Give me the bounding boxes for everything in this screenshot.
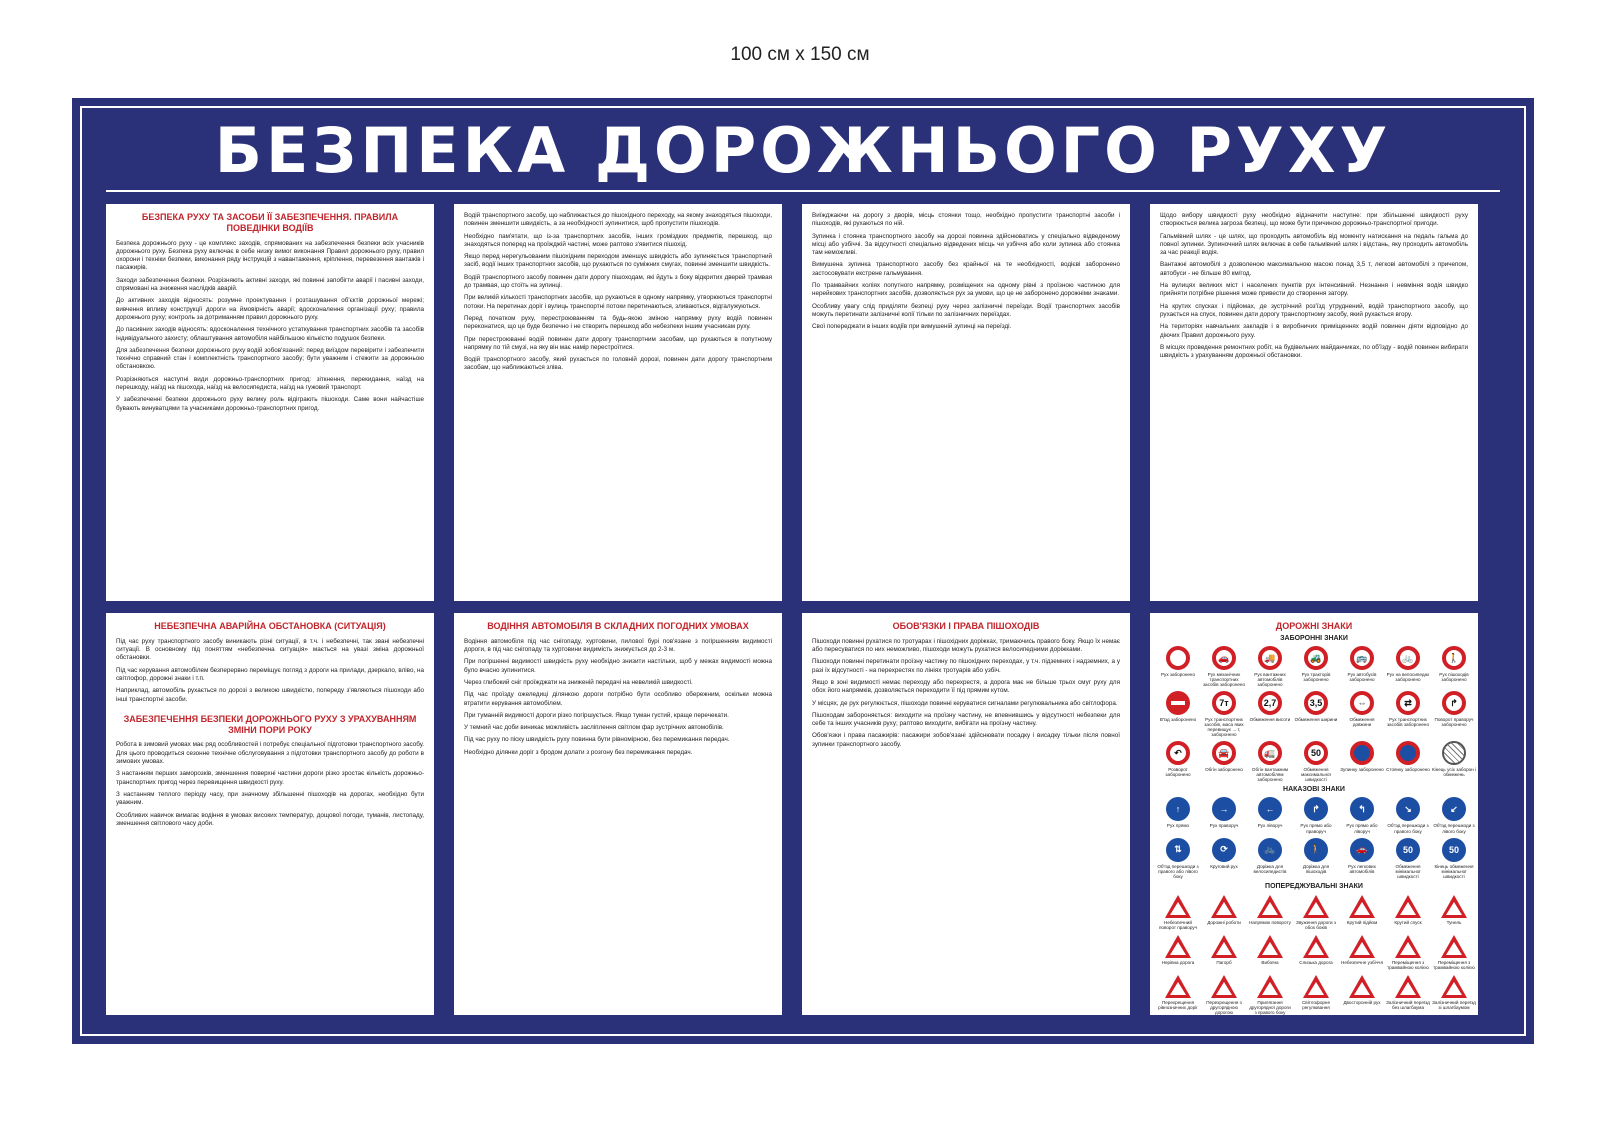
- sign-label: Рух заборонено: [1160, 672, 1196, 677]
- road-sign: [1156, 894, 1200, 930]
- sign-label: Переміщення з трамвайною колією: [1387, 959, 1429, 970]
- sign-label: Переміщення з трамвайною колією: [1433, 959, 1475, 970]
- panel-paragraph: При перестроюванні водій повинен дати дорогу транспортним засобам, що рухаються в попутному напрямку по тій смузі, на яку він має намір перестроїтися.: [464, 335, 772, 351]
- warn-sign-icon: [1395, 934, 1421, 958]
- board: [72, 98, 1534, 1044]
- sign-label: Світлофорне регулювання: [1301, 999, 1331, 1010]
- prohib-sign-icon: 🚌: [1350, 646, 1374, 670]
- road-sign: [1248, 691, 1292, 737]
- sign-label: Крутий підйом: [1346, 919, 1378, 925]
- road-sign: [1156, 741, 1200, 782]
- road-sign: [1294, 838, 1338, 879]
- board-title: БЕЗПЕКА ДОРОЖНЬОГО РУХУ: [214, 114, 1392, 187]
- panel-paragraph: Водій транспортного засобу, що наближається до пішохідного переходу, на якому знаходяться пішоходи, повинен зменшити швидкість, а за необхідності зупинитися, щоб пропустити пішоходів.: [464, 212, 772, 228]
- info-panel-4: [1150, 204, 1478, 601]
- warn-sign-icon: [1349, 934, 1375, 958]
- road-sign: [1248, 838, 1292, 879]
- sign-label: Кінець усіх заборон і обмежень: [1432, 767, 1477, 778]
- road-sign: [1386, 797, 1430, 833]
- mand-sign-icon: 🚲: [1258, 838, 1282, 862]
- prohib-sign-icon: ↶: [1166, 741, 1190, 765]
- road-sign: [1386, 646, 1430, 687]
- sign-label: Слизька дорога: [1299, 959, 1333, 965]
- warn-sign-icon: [1165, 894, 1191, 918]
- prohib-sign-icon: 3,5: [1304, 691, 1328, 715]
- warn-sign-icon: [1211, 974, 1237, 998]
- mand-sign-icon: →: [1212, 797, 1236, 821]
- prohib-sign-icon: 🚗: [1212, 646, 1236, 670]
- panel-title: ВОДІННЯ АВТОМОБІЛЯ В СКЛАДНИХ ПОГОДНИХ УМОВАХ: [487, 621, 749, 631]
- panel-paragraph: Під час руху транспортного засобу виникають різні ситуації, в т.ч. і небезпечні, так звані небезпечні ситуації. В основному під поняттям «небезпечна ситуація» мається на увазі зміна дорожньої обстановки.: [116, 637, 424, 662]
- panel-paragraph: Гальмівний шлях - це шлях, що проходить автомобіль від моменту натискання на педаль гальма до повної зупинки. Зупиночний шлях включає в себе гальмівний шлях і відстань, яку проходить автомобіль за час реакції водія.: [1160, 232, 1468, 257]
- sign-grid: [1156, 797, 1475, 879]
- sign-section-title: ПОПЕРЕДЖУВАЛЬНІ ЗНАКИ: [1265, 882, 1363, 890]
- panel-paragraph: В місцях проведення ремонтних робіт, на будівельних майданчиках, по об'їзду - водій повинен вибирати швидкість з урахуванням дорожньої обстановки.: [1160, 343, 1468, 360]
- panel-paragraph: Якщо в зоні видимості немає переходу або перехрестя, а дорога має не більше трьох смуг руху для обох його напрямків, дозволяється переходити її під прямим кутом.: [812, 678, 1120, 695]
- sign-label: Небезпечне узбіччя: [1341, 959, 1383, 965]
- panel-paragraph: Щодо вибору швидкості руху необхідно відзначити наступне: при збільшенні швидкості руху створюється велика загроза безпеці, що може бути причиною дорожньо-транспортної пригоди.: [1160, 212, 1468, 228]
- sign-label: Об'їзд перешкоди з лівого боку: [1433, 823, 1475, 834]
- road-sign: [1294, 741, 1338, 782]
- road-sign: [1156, 646, 1200, 687]
- mand-sign-icon: ←: [1258, 797, 1282, 821]
- prohib-sign-icon: 🚜: [1304, 646, 1328, 670]
- mand-sign-icon: ⇅: [1166, 838, 1190, 862]
- info-panel-7: [802, 613, 1130, 1015]
- road-sign: [1432, 741, 1476, 782]
- road-sign: [1432, 691, 1476, 737]
- sign-label: Рух вантажних автомобілів заборонено: [1254, 672, 1286, 688]
- panel-paragraph: Пішоходи повинні перетинати проїзну частину по пішохідних переходах, у т.ч. підземних і надземних, а у разі їх відсутності - на перехрестях по лініях тротуарів або узбіч.: [812, 658, 1120, 674]
- road-sign: [1202, 691, 1246, 737]
- warn-sign-icon: [1211, 894, 1237, 918]
- road-sign: [1202, 974, 1246, 1015]
- sign-label: Зупинку заборонено: [1340, 767, 1384, 773]
- sign-label: Рух транспортних засобів заборонено: [1386, 717, 1430, 728]
- road-sign: [1248, 974, 1292, 1015]
- info-panel-2: [454, 204, 782, 601]
- road-sign: [1386, 934, 1430, 970]
- sign-label: Обмеження мінімальної швидкості: [1395, 863, 1421, 879]
- panel-paragraph: Безпека дорожнього руху - це комплекс заходів, спрямованих на забезпечення безпеки всіх учасників дорожнього руху. Безпека руху включає в себе низку вимог виконання Правил дорожнього руху, правил охорони і техніки безпеки, виконання ряду інструкцій з навантаження, кріплення, перевезення вантажів і пасажирів.: [116, 239, 424, 272]
- road-sign: [1340, 646, 1384, 687]
- road-sign: [1156, 797, 1200, 833]
- panel-paragraph: Вимушена зупинка транспортного засобу без крайньої на те необхідності, водієві заборонено застосовувати екстрене гальмування.: [812, 261, 1120, 277]
- warn-sign-icon: [1349, 894, 1375, 918]
- sign-label: Залізничний переїзд зі шлагбаумом: [1432, 999, 1476, 1010]
- sign-label: Рух прямо або праворуч: [1300, 823, 1332, 834]
- sign-label: Об'їзд перешкоди з правого боку: [1387, 823, 1429, 834]
- road-sign: [1248, 646, 1292, 687]
- panel-paragraph: З настанням теплого періоду часу, при значному збільшенні пішоходів на дорогах, необхідно бути уважним.: [116, 790, 424, 807]
- road-sign: [1340, 934, 1384, 970]
- info-panel-5: [106, 613, 434, 1015]
- warn-sign-icon: [1441, 974, 1467, 998]
- panel-paragraph: Обов'язки і права пасажирів: пасажири зобов'язані здійснювати посадку і висадку тільки після повної зупинки транспортного засобу.: [812, 732, 1120, 748]
- info-panel-3: [802, 204, 1130, 601]
- road-sign: [1432, 797, 1476, 833]
- road-signs-title: ДОРОЖНІ ЗНАКИ: [1275, 621, 1353, 631]
- road-sign: [1340, 797, 1384, 833]
- road-sign: [1294, 934, 1338, 970]
- prohib-sign-icon: 🚛: [1258, 741, 1282, 765]
- warn-sign-icon: [1165, 974, 1191, 998]
- prohib-sign-icon: ⇔: [1350, 691, 1374, 715]
- mand-sign-icon: ⟳: [1212, 838, 1236, 862]
- panel-paragraph: При туманній видимості дороги різко погіршується. Якщо туман густий, краще перечекати.: [464, 711, 729, 719]
- panel-paragraph: При погіршенні видимості швидкість руху необхідно знизити настільки, щоб у межах видимості можна було вчасно зупинитися.: [464, 658, 772, 674]
- panel-paragraph: Під час керування автомобілем безперервно переміщує погляд з дороги на прилади, дзеркало, вліво, на світлофор, дорожні знаки і т.п.: [116, 666, 424, 682]
- road-sign: [1340, 741, 1384, 782]
- panel-paragraph: До пасивних заходів відносять: вдосконалення технічного устаткування транспортних засобів та засобів індивідуального захисту; облаштування автомобіля найбільшою кількістю подушок безпеки.: [116, 326, 424, 342]
- info-panel-1: [106, 204, 434, 601]
- sign-label: Рух праворуч: [1209, 823, 1239, 829]
- sign-label: Обгін заборонено: [1205, 767, 1243, 773]
- warn-sign-icon: [1211, 934, 1237, 958]
- sign-grid: [1156, 894, 1476, 1015]
- warn-sign-icon: [1165, 934, 1191, 958]
- panel-paragraph: Водій транспортного засобу повинен дати дорогу пішоходам, які йдуть з боку відкритих дверей трамвая до трамвая, що стоїть на зупинці.: [464, 273, 772, 290]
- road-sign: [1156, 974, 1200, 1015]
- warn-sign-icon: [1395, 894, 1421, 918]
- prohib-sign-icon: ↱: [1442, 691, 1466, 715]
- panel-paragraph: На крутих спусках і підйомах, де зустрічний роз'їзд утруднений, водій транспортного засобу, що рухається на спуск, повинен дати дорогу транспортному засобу, який рухається вгору.: [1160, 302, 1468, 318]
- prohib-sign-icon: 50: [1304, 741, 1328, 765]
- panel-paragraph: По трамвайних коліях попутного напрямку, розміщених на одному рівні з проїзною частиною для нерейкових транспортних засобів, дозволяється рух за умови, що це не заборонено дорожніми знаками.: [812, 282, 1120, 298]
- sign-label: Рух легкових автомобілів: [1348, 863, 1376, 874]
- road-sign: [1386, 974, 1430, 1015]
- panel-paragraph: Вантажні автомобілі з дозволеною максимальною масою понад 3,5 т, легкові автомобілі з причепом, автобуси - не більше 80 км/год.: [1160, 261, 1468, 277]
- sign-label: Прилягання другорядної дороги з правого боку: [1249, 999, 1291, 1015]
- info-panel-6: [454, 613, 782, 1015]
- road-sign: [1432, 974, 1476, 1015]
- panel-paragraph: З настанням перших заморозків, зменшення поверхні частини дороги різко зростає кількість дорожньо-транспортних пригод через перевищення швидкості руху.: [116, 770, 424, 786]
- warn-sign-icon: [1303, 974, 1329, 998]
- sign-label: Перехрещення з другорядною дорогою: [1206, 999, 1242, 1015]
- road-sign: [1294, 797, 1338, 833]
- panel-paragraph: Пішоходи повинні рухатися по тротуарах і пішохідних доріжках, тримаючись правого боку. Якщо їх немає або пересуватися по них неможливо, пішоходи можуть рухатися велосипедними доріжками.: [812, 637, 1120, 654]
- sign-label: Тунель: [1446, 919, 1462, 925]
- road-sign: [1202, 838, 1246, 879]
- road-sign: [1432, 838, 1476, 879]
- road-sign: [1156, 691, 1200, 737]
- sign-section-title: ЗАБОРОННІ ЗНАКИ: [1280, 635, 1348, 642]
- sign-label: Обгін вантажним автомобілям заборонено: [1251, 767, 1289, 783]
- warn-sign-icon: [1441, 894, 1467, 918]
- mand-sign-icon: ↑: [1166, 797, 1190, 821]
- panel-paragraph: Водіння автомобіля під час снігопаду, хуртовини, пилової бурі пов'язане з погіршенням видимості дороги, в під час снігопаду та хуртовини видимість знижується до 2-3 м.: [464, 637, 772, 654]
- mand-sign-icon: 50: [1442, 838, 1466, 862]
- sign-label: Розворот заборонено: [1165, 767, 1191, 778]
- warn-sign-icon: [1441, 934, 1467, 958]
- panel-paragraph: На вулицях великих міст і населених пунктів рух інтенсивний. Незнання і невміння водія швидко прийняти потрібне рішення може привести до створення затору.: [1160, 282, 1468, 298]
- prohib-sign-icon: [1166, 646, 1190, 670]
- panel-paragraph: На територіях навчальних закладів і в виробничих приміщеннях водій повинен діяти відповідно до діючих Правил дорожнього руху.: [1160, 323, 1468, 339]
- sign-label: Стоянку заборонено: [1386, 767, 1430, 773]
- end-sign-icon: [1442, 741, 1466, 765]
- sign-label: Залізничний переїзд без шлагбаума: [1386, 999, 1430, 1010]
- prohib-sign-icon: 7т: [1212, 691, 1236, 715]
- size-label: 100 см х 150 см: [730, 44, 870, 65]
- mand-sign-icon: ↰: [1350, 797, 1374, 821]
- road-sign: [1248, 741, 1292, 782]
- sign-label: Рух транспортних засобів, маса яких перевищує ... т, заборонено: [1204, 717, 1244, 738]
- panel-paragraph: Зупинка і стоянка транспортного засобу на дорозі повинна здійснюватись у спеціально відведеному місці або узбіччі. За відсутності спеціально відведених місць чи узбіччя або коли зупинка або стоянка там неможливі.: [812, 232, 1120, 257]
- title-divider: [106, 190, 1500, 192]
- sign-label: Доріжка для велосипедистів: [1253, 863, 1287, 874]
- sign-label: Рух тракторів заборонено: [1301, 672, 1331, 683]
- panel-paragraph: Виїжджаючи на дорогу з дворів, місць стоянки тощо, необхідно пропустити транспортні засоби і пішоходів, які рухаються по ній.: [812, 212, 1120, 228]
- panel-paragraph: Під час проїзду ожеледиці ділянкою дороги потрібно бути особливо обережним, оскільки можна втратити керування автомобілем.: [464, 691, 772, 707]
- sign-grid: [1156, 646, 1477, 783]
- road-sign: [1432, 646, 1476, 687]
- road-sign: [1386, 838, 1430, 879]
- warn-sign-icon: [1349, 974, 1375, 998]
- panel-paragraph: Розрізняються наступні види дорожньо-транспортних пригод: зіткнення, перекидання, наїзд на перешкоду, наїзд на пішохода, наїзд на велосипедиста, наїзд на гужовий транспорт.: [116, 375, 424, 392]
- sign-label: Дорожні роботи: [1207, 919, 1241, 925]
- road-signs-panel: [1150, 613, 1478, 1015]
- warn-sign-icon: [1257, 974, 1283, 998]
- prohib-sign-icon: 🚲: [1396, 646, 1420, 670]
- panel-paragraph: Особливих навичок вимагає водіння в умовах високих температур, дощової погоди, туманів, листопаду, зменшення світлового часу доби.: [116, 811, 424, 827]
- sign-label: Рух механічних транспортних засобів заборонено: [1202, 672, 1246, 688]
- sign-section-title: НАКАЗОВІ ЗНАКИ: [1283, 786, 1345, 794]
- sign-label: Крутий спуск: [1394, 919, 1422, 925]
- sign-label: Вибоїна: [1261, 959, 1279, 965]
- panel-paragraph: Через глибокий сніг проїжджати на зниженій передачі на невеликій швидкості.: [464, 678, 693, 686]
- panel-paragraph: У забезпеченні безпеки дорожнього руху велику роль відіграють пішоходи. Саме вони найчастіше бувають винуватцями та учасниками дорожньо-транспортних пригод.: [116, 396, 424, 412]
- mand-sign-icon: 50: [1396, 838, 1420, 862]
- mand-sign-icon: ↘: [1396, 797, 1420, 821]
- road-sign: [1248, 797, 1292, 833]
- prohib-sign-icon: 🚚: [1258, 646, 1282, 670]
- panel-paragraph: Необхідно ділянки доріг з бродом долати з розгону без перемикання передач.: [464, 748, 693, 756]
- sign-label: Звуження дороги з обох боків: [1296, 919, 1336, 930]
- sign-label: Круговий рух: [1210, 863, 1238, 869]
- road-sign: [1340, 974, 1384, 1015]
- panel-paragraph: Перед початком руху, перестроюванням та будь-якою зміною напрямку руху водій повинен переконатися, що це буде безпечно і не створить перешкод або небезпеки іншим учасникам руху.: [464, 314, 772, 331]
- mand-sign-icon: 🚗: [1350, 838, 1374, 862]
- sign-label: Об'їзд перешкоди з правого або лівого боку: [1157, 863, 1199, 879]
- panel-paragraph: Необхідно пам'ятати, що із-за транспортних засобів, інших громіздких предметів, перешкод, що знаходяться поперед на проїжджій частині, може раптово з'явитися пішохід.: [464, 232, 772, 248]
- road-sign: [1156, 934, 1200, 970]
- sign-label: Кінець обмеження мінімальної швидкості: [1434, 863, 1474, 879]
- panel-paragraph: Якщо перед нерегульованим пішохідним переходом зменшує швидкість або зупиняється транспортний засіб, водії інших транспортних засобів, що рухаються по суміжних смугах, повинні зменшити швидкість.: [464, 253, 772, 269]
- sign-label: Рух прямо або ліворуч: [1346, 823, 1378, 834]
- sign-label: Пагорб: [1216, 959, 1232, 965]
- panel-title: ОБОВ'ЯЗКИ І ПРАВА ПІШОХОДІВ: [892, 621, 1040, 631]
- panel-paragraph: Водій транспортного засобу, який рухається по головній дорозі, повинен дати дорогу транспортним засобам, що наближаються зліва.: [464, 356, 772, 372]
- prohib-sign-icon: ⇄: [1396, 691, 1420, 715]
- prohib-sign-icon: 2,7: [1258, 691, 1282, 715]
- sign-label: В'їзд заборонено: [1159, 717, 1197, 723]
- panel-paragraph: Робота в зимовий умовах має ряд особливостей і потребує спеціальної підготовки транспортного засобу. Для цього проводиться сезонне технічне обслуговування з підготовки транспортного засобу до роботи в зимових умовах.: [116, 741, 424, 766]
- panel-paragraph: У темний час доби виникає можливість засліплення світлом фар зустрічних автомобілів.: [464, 724, 724, 732]
- mand-sign-icon: ↱: [1304, 797, 1328, 821]
- panel-paragraph: У місцях, де рух регулюється, пішоходи повинні керуватися сигналами регулювальника або світлофора.: [812, 699, 1118, 707]
- panel-paragraph: При великій кількості транспортних засобів, що рухаються в одному напрямку, утворюються транспортні потоки. На перетинах доріг і вулиць транспортні потоки перетинаються, зливаються, відгалужуються.: [464, 294, 772, 310]
- road-sign: [1294, 646, 1338, 687]
- sign-label: Перехрещення рівнозначних доріг: [1158, 999, 1198, 1010]
- road-sign: [1202, 894, 1246, 930]
- warn-sign-icon: [1395, 974, 1421, 998]
- sign-label: Двосторонній рух: [1343, 999, 1381, 1005]
- sign-label: Небезпечний поворот праворуч: [1158, 919, 1198, 930]
- panel-paragraph: Для забезпечення безпеки дорожнього руху водій зобов'язаний: перед виїздом перевірити і забезпечити технічно справний стан і комплектність транспортного засобу; бути уважним і стежити за дорожньою обстановкою.: [116, 346, 424, 371]
- park-sign-icon: [1350, 741, 1374, 765]
- panel-subtitle: ЗАБЕЗПЕЧЕННЯ БЕЗПЕКИ ДОРОЖНЬОГО РУХУ З УРАХУВАННЯМ ЗМІНИ ПОРИ РОКУ: [123, 713, 417, 735]
- road-sign: [1202, 741, 1246, 782]
- road-sign: [1248, 934, 1292, 970]
- stop-sign-icon: [1166, 691, 1190, 715]
- sign-label: Рух автобусів заборонено: [1347, 672, 1377, 683]
- warn-sign-icon: [1303, 894, 1329, 918]
- sign-label: Рух пішоходів заборонено: [1439, 672, 1469, 683]
- road-sign: [1340, 894, 1384, 930]
- sign-label: Поворот праворуч заборонено: [1434, 717, 1474, 728]
- sign-label: Обмеження висоти: [1249, 717, 1291, 723]
- sign-label: Рух на велосипедах заборонено: [1386, 672, 1430, 683]
- sign-label: Рух ліворуч: [1257, 823, 1283, 829]
- road-sign: [1432, 894, 1476, 930]
- panel-paragraph: Заходи забезпечення безпеки. Розрізняють активні заходи, які повинні запобігти аварії і пасивні заходи, спрямовані на зниження наслідків аварій.: [116, 276, 424, 293]
- sign-label: Доріжка для пішоходів: [1302, 863, 1330, 874]
- road-sign: [1340, 691, 1384, 737]
- mand-sign-icon: ↙: [1442, 797, 1466, 821]
- road-sign: [1294, 691, 1338, 737]
- panel-paragraph: Свої попереджати в інших водіїв при вимушеній зупинці на переїзді.: [812, 323, 1012, 331]
- road-sign: [1386, 894, 1430, 930]
- warn-sign-icon: [1257, 934, 1283, 958]
- road-sign: [1202, 797, 1246, 833]
- road-sign: [1156, 838, 1200, 879]
- prohib-sign-icon: 🚘: [1212, 741, 1236, 765]
- road-sign: [1386, 741, 1430, 782]
- panel-paragraph: До активних заходів відносять: розумне проектування і розташування об'єктів дорожньої мережі; вивчення впливу конструкції дороги на ймовірність аварії; вдосконалення організації руху; правила дорожнього руху; контроль за дотриманням правил дорожнього руху.: [116, 297, 424, 321]
- road-sign: [1432, 934, 1476, 970]
- sign-label: Напрямок повороту: [1249, 919, 1291, 925]
- panel-paragraph: Особливу увагу слід приділяти безпеці руху через залізничні переїзди. Водії транспортних засобів можуть перетинати залізничні колії тільки по залізничних переїздах.: [812, 302, 1120, 318]
- panel-paragraph: Наприклад, автомобіль рухається по дорозі з великою швидкістю, попереду з'являються пішоходи або інші транспортні засоби.: [116, 687, 424, 703]
- road-sign: [1294, 894, 1338, 930]
- panel-paragraph: Під час руху по піску швидкість руху повинна бути рівномірною, без перемикання передач.: [464, 736, 730, 744]
- sign-label: Рух прямо: [1166, 823, 1190, 829]
- road-sign: [1340, 838, 1384, 879]
- road-sign: [1248, 894, 1292, 930]
- park-sign-icon: [1396, 741, 1420, 765]
- mand-sign-icon: 🚶: [1304, 838, 1328, 862]
- panel-title: БЕЗПЕКА РУХУ ТА ЗАСОБИ ЇЇ ЗАБЕЗПЕЧЕННЯ. ПРАВИЛА ПОВЕДІНКИ ВОДІЇВ: [141, 212, 399, 233]
- prohib-sign-icon: 🚶: [1442, 646, 1466, 670]
- warn-sign-icon: [1257, 894, 1283, 918]
- sign-label: Обмеження ширини: [1294, 717, 1338, 723]
- road-sign: [1202, 646, 1246, 687]
- sign-label: Обмеження максимальної швидкості: [1301, 767, 1331, 783]
- panel-paragraph: Пішоходам забороняється: виходити на проїзну частину, не впевнившись у відсутності небезпеки для себе та інших учасників руху; раптово виходити, вибігати на проїзну частину.: [812, 711, 1120, 728]
- sign-label: Нерівна дорога: [1161, 959, 1195, 965]
- panel-title: НЕБЕЗПЕЧНА АВАРІЙНА ОБСТАНОВКА (СИТУАЦІЯ): [154, 621, 386, 631]
- road-sign: [1294, 974, 1338, 1015]
- warn-sign-icon: [1303, 934, 1329, 958]
- road-sign: [1386, 691, 1430, 737]
- sign-label: Обмеження довжини: [1349, 717, 1375, 728]
- road-sign: [1202, 934, 1246, 970]
